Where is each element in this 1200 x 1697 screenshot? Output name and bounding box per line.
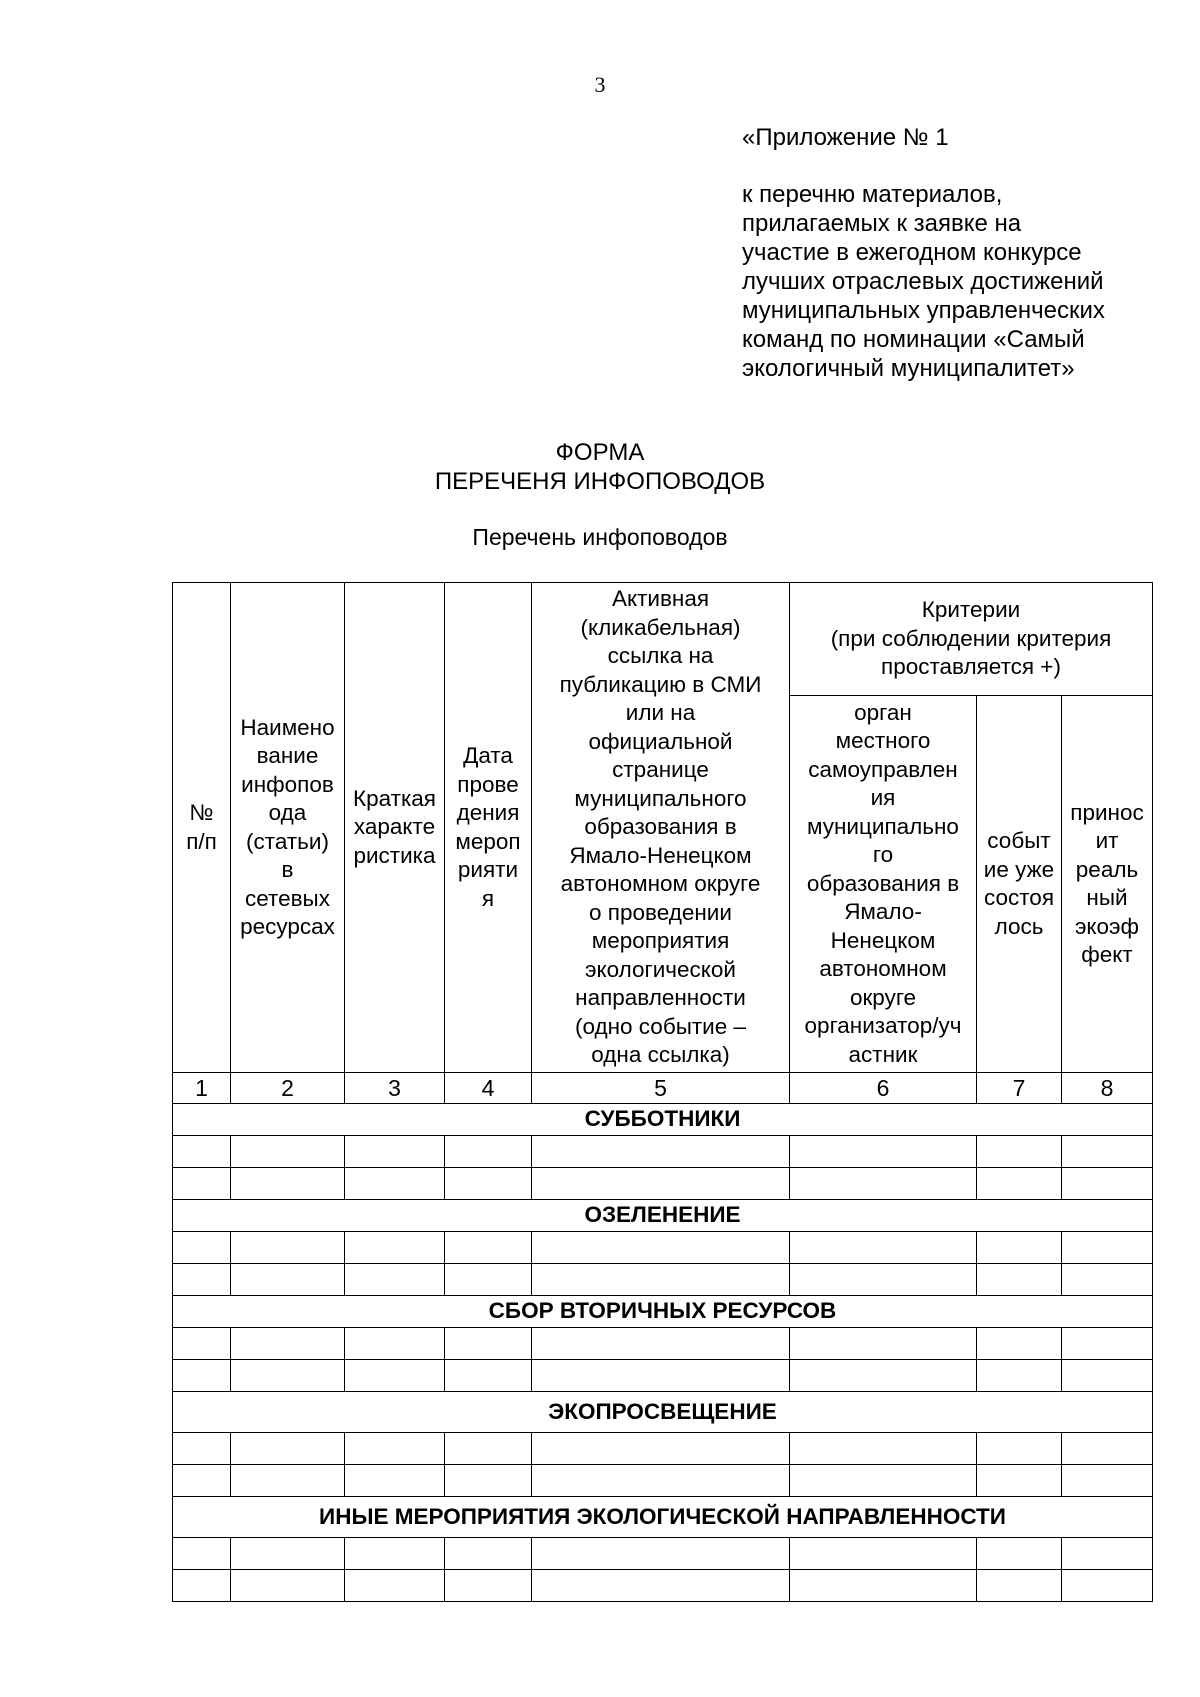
empty-cell[interactable] <box>977 1433 1062 1465</box>
header-cell-eco-effect <box>1062 696 1153 1073</box>
empty-cell[interactable] <box>977 1360 1062 1392</box>
empty-row <box>173 1465 1153 1497</box>
header-text-line: Активная <box>611 586 710 612</box>
empty-cell[interactable] <box>173 1328 231 1360</box>
header-text-line: реаль <box>1075 856 1139 882</box>
header-text-line: или на <box>625 700 696 726</box>
header-text-line: рияти <box>457 857 519 882</box>
page-number: 3 <box>594 72 606 97</box>
empty-cell[interactable] <box>977 1570 1062 1602</box>
header-text-line: образования в <box>806 870 960 896</box>
header-text-line: го <box>872 842 894 868</box>
empty-cell[interactable] <box>445 1433 532 1465</box>
empty-cell[interactable] <box>977 1232 1062 1264</box>
empty-cell[interactable] <box>445 1328 532 1360</box>
empty-cell[interactable] <box>231 1570 345 1602</box>
empty-cell[interactable] <box>445 1232 532 1264</box>
empty-cell[interactable] <box>790 1433 977 1465</box>
header-text-line: мероп <box>455 828 521 854</box>
header-text-line: ссылка на <box>607 643 714 669</box>
header-text-line: (одно событие – <box>574 1013 747 1039</box>
empty-cell[interactable] <box>345 1538 445 1570</box>
header-text-line: странице <box>612 757 709 783</box>
header-text-line: о проведении <box>589 899 732 925</box>
empty-cell[interactable] <box>790 1168 977 1200</box>
column-number: 5 <box>532 1073 790 1104</box>
appendix-line: прилагаемых к заявке на <box>742 210 1022 237</box>
empty-cell[interactable] <box>1062 1570 1153 1602</box>
infopovody-table <box>172 582 1153 1602</box>
header-text-line: экологической <box>585 956 736 982</box>
empty-cell[interactable] <box>445 1360 532 1392</box>
form-heading <box>0 438 1200 496</box>
header-text-line: автономном <box>819 956 947 982</box>
header-cell-event-held <box>977 696 1062 1073</box>
header-cell-date <box>445 583 532 1073</box>
column-number: 3 <box>345 1073 445 1104</box>
appendix-title: «Приложение № 1 <box>742 124 949 151</box>
empty-cell[interactable] <box>532 1168 790 1200</box>
header-text-line: событ <box>987 828 1051 853</box>
header-text-line: вание <box>256 743 319 768</box>
header-text-line: ристика <box>353 842 436 868</box>
empty-row <box>173 1264 1153 1296</box>
header-text-line: (статьи) <box>246 828 329 854</box>
empty-cell[interactable] <box>532 1538 790 1570</box>
header-text-line: муниципально <box>807 813 959 839</box>
column-number: 1 <box>173 1073 231 1104</box>
section-title-other-events: ИНЫЕ МЕРОПРИЯТИЯ ЭКОЛОГИЧЕСКОЙ НАПРАВЛЕННОСТИ <box>173 1497 1153 1538</box>
empty-cell[interactable] <box>173 1232 231 1264</box>
empty-cell[interactable] <box>231 1264 345 1296</box>
header-text-line: № <box>189 800 214 825</box>
empty-cell[interactable] <box>445 1264 532 1296</box>
section-row <box>173 1392 1153 1433</box>
header-text-line: ит <box>1095 828 1119 853</box>
header-text-line: (при соблюдении критерия <box>830 625 1112 651</box>
column-number: 2 <box>231 1073 345 1104</box>
empty-cell[interactable] <box>1062 1136 1153 1168</box>
column-number: 4 <box>445 1073 532 1104</box>
empty-cell[interactable] <box>345 1232 445 1264</box>
header-cell-name <box>231 583 345 1073</box>
empty-cell[interactable] <box>173 1264 231 1296</box>
empty-cell[interactable] <box>977 1264 1062 1296</box>
empty-cell[interactable] <box>231 1433 345 1465</box>
empty-cell[interactable] <box>345 1328 445 1360</box>
header-text-line: публикацию в СМИ <box>559 671 762 697</box>
header-text-line: организатор/уч <box>804 1013 962 1039</box>
empty-cell[interactable] <box>790 1232 977 1264</box>
header-text-line: автономном округе <box>560 871 761 897</box>
empty-cell[interactable] <box>345 1136 445 1168</box>
header-text-line: фект <box>1081 942 1133 967</box>
empty-cell[interactable] <box>231 1232 345 1264</box>
empty-cell[interactable] <box>532 1136 790 1168</box>
empty-cell[interactable] <box>790 1538 977 1570</box>
empty-cell[interactable] <box>231 1538 345 1570</box>
empty-cell[interactable] <box>173 1168 231 1200</box>
header-text-line: п/п <box>186 828 217 854</box>
header-text-line: астник <box>848 1041 918 1067</box>
header-text-line: местного <box>835 728 931 754</box>
empty-cell[interactable] <box>231 1168 345 1200</box>
appendix-line: к перечню материалов, <box>742 181 1003 208</box>
header-text-line: официальной <box>588 728 733 754</box>
header-text-line: Наимено <box>240 714 335 740</box>
header-cell-criteria <box>790 583 1153 696</box>
empty-cell[interactable] <box>345 1465 445 1497</box>
header-text-line: (кликабельная) <box>580 614 741 640</box>
empty-cell[interactable] <box>790 1570 977 1602</box>
header-text-line: я <box>481 885 495 911</box>
empty-cell[interactable] <box>1062 1264 1153 1296</box>
appendix-line: команд по номинации «Самый <box>742 326 1085 353</box>
column-number: 6 <box>790 1073 977 1104</box>
header-text-line: инфопов <box>241 771 334 797</box>
empty-row <box>173 1232 1153 1264</box>
form-heading-line1: ФОРМА <box>555 439 645 466</box>
appendix-line: лучших отраслевых достижений <box>742 268 1104 295</box>
empty-cell[interactable] <box>1062 1538 1153 1570</box>
empty-row <box>173 1328 1153 1360</box>
form-heading-line2: ПЕРЕЧЕНЯ ИНФОПОВОДОВ <box>434 468 766 495</box>
empty-cell[interactable] <box>1062 1232 1153 1264</box>
header-cell-number <box>173 583 231 1073</box>
empty-cell[interactable] <box>345 1360 445 1392</box>
empty-cell[interactable] <box>532 1360 790 1392</box>
header-text-line: ода <box>268 800 307 825</box>
appendix-block <box>742 123 1162 383</box>
empty-cell[interactable] <box>790 1136 977 1168</box>
header-text-line: образования в <box>584 814 737 840</box>
empty-cell[interactable] <box>445 1570 532 1602</box>
header-text-line: дения <box>456 800 520 825</box>
section-row <box>173 1104 1153 1136</box>
header-text-line: принос <box>1070 799 1144 825</box>
header-text-line: характе <box>353 814 436 840</box>
empty-cell[interactable] <box>532 1465 790 1497</box>
header-cell-link <box>532 583 790 1073</box>
header-text-line: самоуправлен <box>808 756 958 782</box>
empty-cell[interactable] <box>790 1360 977 1392</box>
empty-cell[interactable] <box>445 1465 532 1497</box>
appendix-line: участие в ежегодном конкурсе <box>742 239 1082 266</box>
appendix-line: экологичный муниципалитет» <box>742 355 1075 382</box>
empty-cell[interactable] <box>977 1168 1062 1200</box>
empty-cell[interactable] <box>445 1538 532 1570</box>
header-cell-description <box>345 583 445 1073</box>
header-text-line: Дата <box>463 743 513 768</box>
column-number: 8 <box>1062 1073 1153 1104</box>
empty-cell[interactable] <box>1062 1360 1153 1392</box>
empty-cell[interactable] <box>345 1264 445 1296</box>
section-title-eco-education: ЭКОПРОСВЕЩЕНИЕ <box>173 1392 1153 1433</box>
empty-cell[interactable] <box>345 1433 445 1465</box>
empty-cell[interactable] <box>445 1168 532 1200</box>
empty-cell[interactable] <box>1062 1328 1153 1360</box>
section-row <box>173 1497 1153 1538</box>
section-row <box>173 1296 1153 1328</box>
empty-row <box>173 1360 1153 1392</box>
column-number-row <box>173 1073 1153 1104</box>
empty-cell[interactable] <box>977 1538 1062 1570</box>
header-text-line: ие уже <box>983 856 1055 882</box>
header-text-line: сетевых <box>245 885 330 911</box>
header-text-line: проставляется +) <box>881 654 1061 680</box>
empty-cell[interactable] <box>173 1570 231 1602</box>
header-text-line: ный <box>1086 885 1128 910</box>
empty-cell[interactable] <box>532 1328 790 1360</box>
empty-cell[interactable] <box>173 1360 231 1392</box>
header-cell-organizer <box>790 696 977 1073</box>
empty-cell[interactable] <box>231 1328 345 1360</box>
header-text-line: Ненецком <box>830 927 936 953</box>
empty-cell[interactable] <box>1062 1433 1153 1465</box>
header-text-line: в <box>281 857 294 882</box>
empty-cell[interactable] <box>173 1538 231 1570</box>
header-text-line: Ямало- <box>844 899 922 925</box>
header-text-line: одна ссылка) <box>591 1042 730 1068</box>
empty-cell[interactable] <box>1062 1168 1153 1200</box>
header-text-line: лось <box>994 913 1044 939</box>
header-text-line: Критерии <box>921 597 1021 623</box>
empty-cell[interactable] <box>173 1433 231 1465</box>
empty-cell[interactable] <box>532 1232 790 1264</box>
header-text-line: состоя <box>983 885 1055 910</box>
empty-cell[interactable] <box>532 1264 790 1296</box>
empty-cell[interactable] <box>231 1465 345 1497</box>
empty-cell[interactable] <box>231 1136 345 1168</box>
empty-row <box>173 1136 1153 1168</box>
empty-row <box>173 1538 1153 1570</box>
empty-row <box>173 1433 1153 1465</box>
appendix-line: муниципальных управленческих <box>742 297 1105 324</box>
empty-cell[interactable] <box>345 1570 445 1602</box>
header-text-line: прове <box>457 771 519 797</box>
header-text-line: муниципального <box>574 785 747 811</box>
header-text-line: мероприятия <box>591 928 730 954</box>
empty-cell[interactable] <box>173 1136 231 1168</box>
header-text-line: орган <box>854 699 912 725</box>
empty-cell[interactable] <box>532 1570 790 1602</box>
header-text-line: экоэф <box>1074 913 1140 939</box>
empty-cell[interactable] <box>345 1168 445 1200</box>
header-text-line: округе <box>849 984 917 1010</box>
appendix-text <box>742 180 1162 383</box>
empty-cell[interactable] <box>1062 1465 1153 1497</box>
empty-cell[interactable] <box>790 1264 977 1296</box>
empty-row <box>173 1168 1153 1200</box>
header-text-line: Ямало-Ненецком <box>569 842 752 868</box>
header-text-line: Краткая <box>353 785 436 811</box>
section-row <box>173 1200 1153 1232</box>
empty-cell[interactable] <box>977 1136 1062 1168</box>
header-text-line: направленности <box>575 985 746 1011</box>
section-title-ozelenenie: ОЗЕЛЕНЕНИЕ <box>173 1200 1153 1232</box>
empty-cell[interactable] <box>532 1433 790 1465</box>
list-title: Перечень инфоповодов <box>472 524 728 550</box>
empty-cell[interactable] <box>977 1328 1062 1360</box>
empty-cell[interactable] <box>445 1136 532 1168</box>
empty-row <box>173 1570 1153 1602</box>
section-title-recycling: СБОР ВТОРИЧНЫХ РЕСУРСОВ <box>173 1296 1153 1328</box>
header-text-line: ресурсах <box>240 914 335 939</box>
section-title-subbotniki: СУББОТНИКИ <box>173 1104 1153 1136</box>
empty-cell[interactable] <box>231 1360 345 1392</box>
empty-cell[interactable] <box>790 1465 977 1497</box>
empty-cell[interactable] <box>977 1465 1062 1497</box>
empty-cell[interactable] <box>173 1465 231 1497</box>
column-number: 7 <box>977 1073 1062 1104</box>
header-text-line: ия <box>870 785 896 811</box>
empty-cell[interactable] <box>790 1328 977 1360</box>
